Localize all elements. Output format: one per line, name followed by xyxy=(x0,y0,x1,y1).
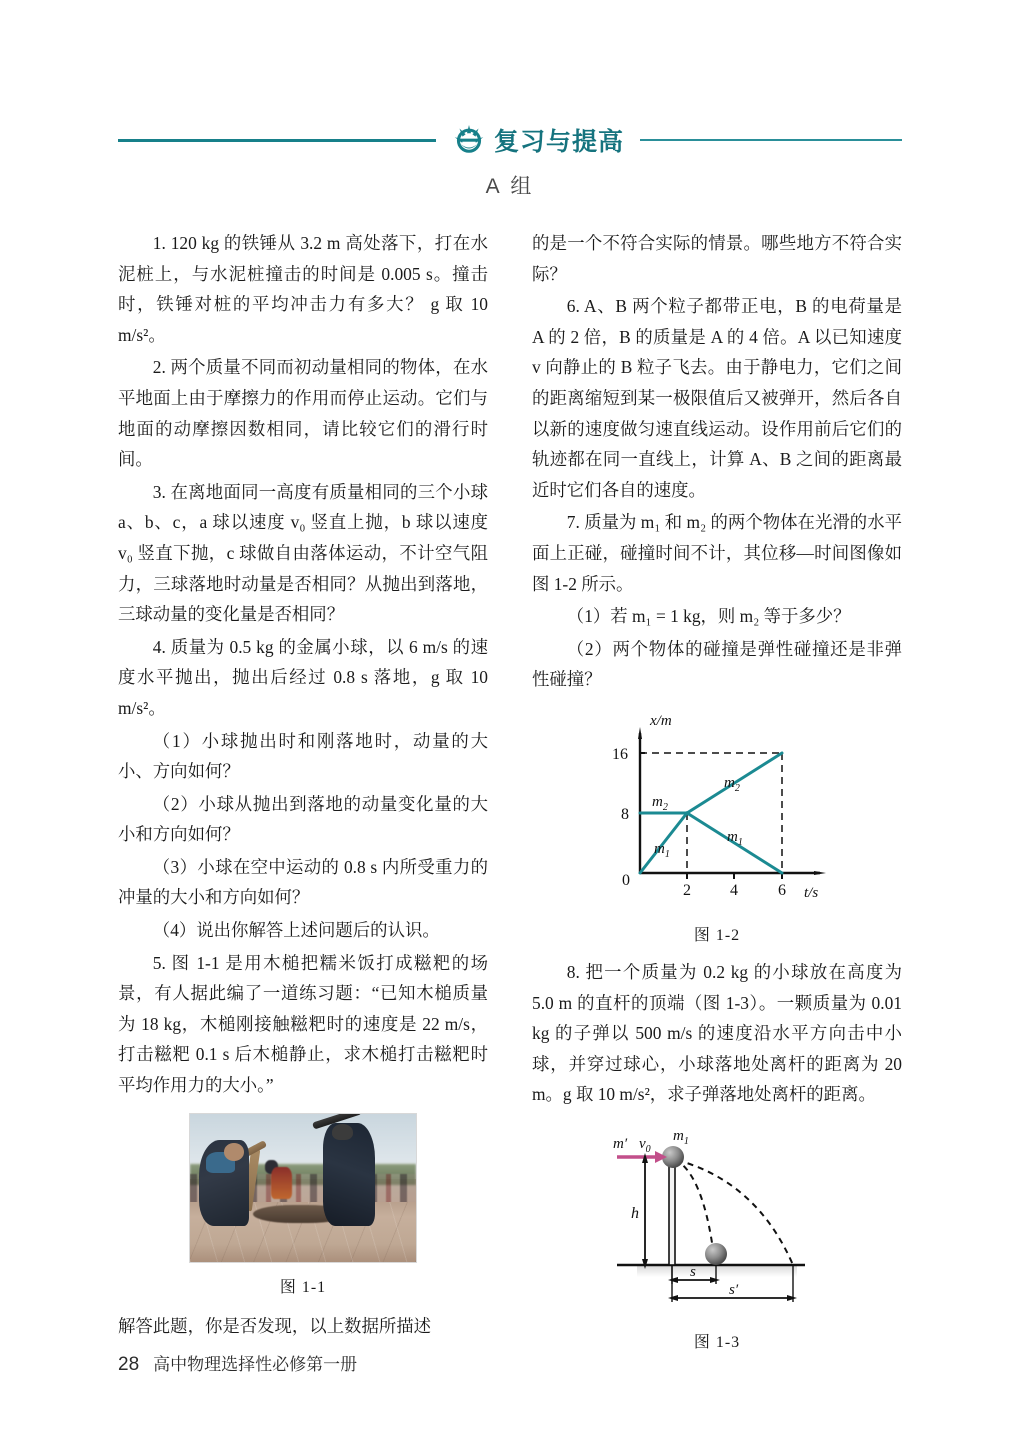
mochi-pounding-photo xyxy=(189,1113,417,1263)
figure-1-1 xyxy=(118,1113,488,1297)
figure-1-3-caption: 图 1-3 xyxy=(693,1333,741,1351)
header-rule-left xyxy=(118,139,436,142)
question-7: 7. 质量为 m₁ 和 m₂ 的两个物体在光滑的水平面上正碰，碰撞时间不计，其位移—时间图像如图 1-2 所示。 xyxy=(532,512,902,594)
ground-shading xyxy=(637,1265,797,1277)
chart-xtick-4: 4 xyxy=(730,881,738,899)
question-5-continuation: 的是一个不符合实际的情景。哪些地方不符合实际？ xyxy=(532,233,902,284)
chart-ytick-16: 16 xyxy=(612,745,628,763)
question-6: 6. A、B 两个粒子都带正电，B 的电荷量是 A 的 2 倍，B 的质量是 A 的 4 倍。A 以已知速度 v 向静止的 B 粒子飞去。由于静电力，它们之间的距离缩短到某一极限值后又被弹开，然后各自以新的速度做匀速直线运动。设作用前后它们的轨迹都在同一直线上，计算 A、B 之间的距离最近时它们各自的速度。 xyxy=(532,296,902,500)
sunburst-circle-icon xyxy=(452,123,486,157)
series-label-m2-right: $m_2$ xyxy=(724,774,740,794)
question-5-closing: 解答此题，你是否发现，以上数据所描述 xyxy=(118,1315,432,1336)
figure-1-2 xyxy=(532,705,902,945)
left-column xyxy=(118,228,488,1352)
question-4-sub-3: （3）小球在空中运动的 0.8 s 内所受重力的冲量的大小和方向如何？ xyxy=(118,856,488,908)
book-title: 高中物理选择性必修第一册 xyxy=(153,1355,358,1374)
question-3: 3. 在离地面同一高度有质量相同的三个小球 a、b、c，a 球以速度 v₀ 竖直上抛，b 球以速度 v₀ 竖直下抛，c 球做自由落体运动，不计空气阻力，三球落地时动量是否相同？从抛出到落地，三球动量的变化量是否相同？ xyxy=(118,481,488,625)
header-title: 复习与提高 xyxy=(494,128,625,156)
figure-1-2-caption: 图 1-2 xyxy=(693,926,741,944)
series-label-m1-left: $m_1$ xyxy=(654,840,670,860)
right-column xyxy=(532,228,902,1352)
chart-xtick-2: 2 xyxy=(683,881,691,899)
label-s-prime: s′ xyxy=(729,1281,739,1298)
label-s: s xyxy=(690,1263,696,1280)
chart-ytick-8: 8 xyxy=(621,805,629,823)
body-columns xyxy=(118,228,902,1352)
chart-ylabel: x/m xyxy=(650,712,672,729)
question-2: 2. 两个质量不同而初动量相同的物体，在水平地面上由于摩擦力的作用而停止运动。它们与地面的动摩擦因数相同，请比较它们的滑行时间。 xyxy=(118,357,488,470)
figure-1-3 xyxy=(532,1124,902,1352)
question-4-sub-2: （2）小球从抛出到落地的动量变化量的大小和方向如何？ xyxy=(118,793,488,845)
figure-1-1-caption: 图 1-1 xyxy=(279,1278,327,1296)
page-number: 28 xyxy=(118,1354,140,1375)
question-5: 5. 图 1-1 是用木槌把糯米饭打成糍粑的场景，有人据此编了一道练习题：“已知木槌质量为 18 kg，木槌刚接触糍粑时的速度是 22 m/s，打击糍粑 0.1 s 后木槌静止，求木槌打击糍粑时平均作用力的大小。” xyxy=(118,952,488,1096)
question-4-sub-1: （1）小球抛出时和刚落地时，动量的大小、方向如何？ xyxy=(118,730,488,782)
page-footer xyxy=(118,1350,357,1376)
group-heading: A 组 xyxy=(485,175,535,198)
chart-origin-label: 0 xyxy=(622,871,630,889)
question-4: 4. 质量为 0.5 kg 的金属小球，以 6 m/s 的速度水平抛出，抛出后经过 0.8 s 落地，g 取 10 m/s²。 xyxy=(118,636,488,718)
question-7-sub-2: （2）两个物体的碰撞是弹性碰撞还是非弹性碰撞？ xyxy=(532,638,902,690)
series-label-m1-right: $m_1$ xyxy=(727,828,743,848)
question-4-sub-4: （4）说出你解答上述问题后的认识。 xyxy=(152,920,440,941)
label-height-h: h xyxy=(631,1204,639,1222)
vertical-pole xyxy=(669,1159,675,1265)
question-8: 8. 把一个质量为 0.2 kg 的小球放在高度为 5.0 m 的直杆的顶端（图 1-3）。一颗质量为 0.01 kg 的子弹以 500 m/s 的速度沿水平方向击中小球，并穿过球心，小球落地处离杆的距离为 20 m。g 取 10 m/s²，求子弹落地处离杆的距离。 xyxy=(532,961,902,1105)
header-rule-right xyxy=(640,139,902,141)
bullet-trajectory xyxy=(677,1160,793,1265)
bullet-velocity-arrow xyxy=(617,1151,667,1163)
projectile-diagram xyxy=(577,1124,857,1320)
label-bullet-mass: m′ xyxy=(613,1135,628,1152)
height-dimension xyxy=(642,1153,648,1269)
question-1: 1. 120 kg 的铁锤从 3.2 m 高处落下，打在水泥桩上，与水泥桩撞击的时间是 0.005 s。撞击时，铁锤对桩的平均冲击力有多大？ g 取 10 m/s²。 xyxy=(118,233,488,345)
chart-xtick-6: 6 xyxy=(778,881,786,899)
page-header xyxy=(0,112,1020,168)
label-ball-mass: $m_1$ xyxy=(673,1127,689,1147)
label-bullet-velocity: $v_0$ xyxy=(639,1135,651,1155)
displacement-time-chart xyxy=(592,705,842,913)
ball-landed xyxy=(705,1243,727,1265)
series-label-m2-left: $m_2$ xyxy=(652,793,668,813)
question-7-sub-1: （1）若 m₁ = 1 kg，则 m₂ 等于多少？ xyxy=(566,606,851,627)
chart-xlabel: t/s xyxy=(804,884,819,901)
